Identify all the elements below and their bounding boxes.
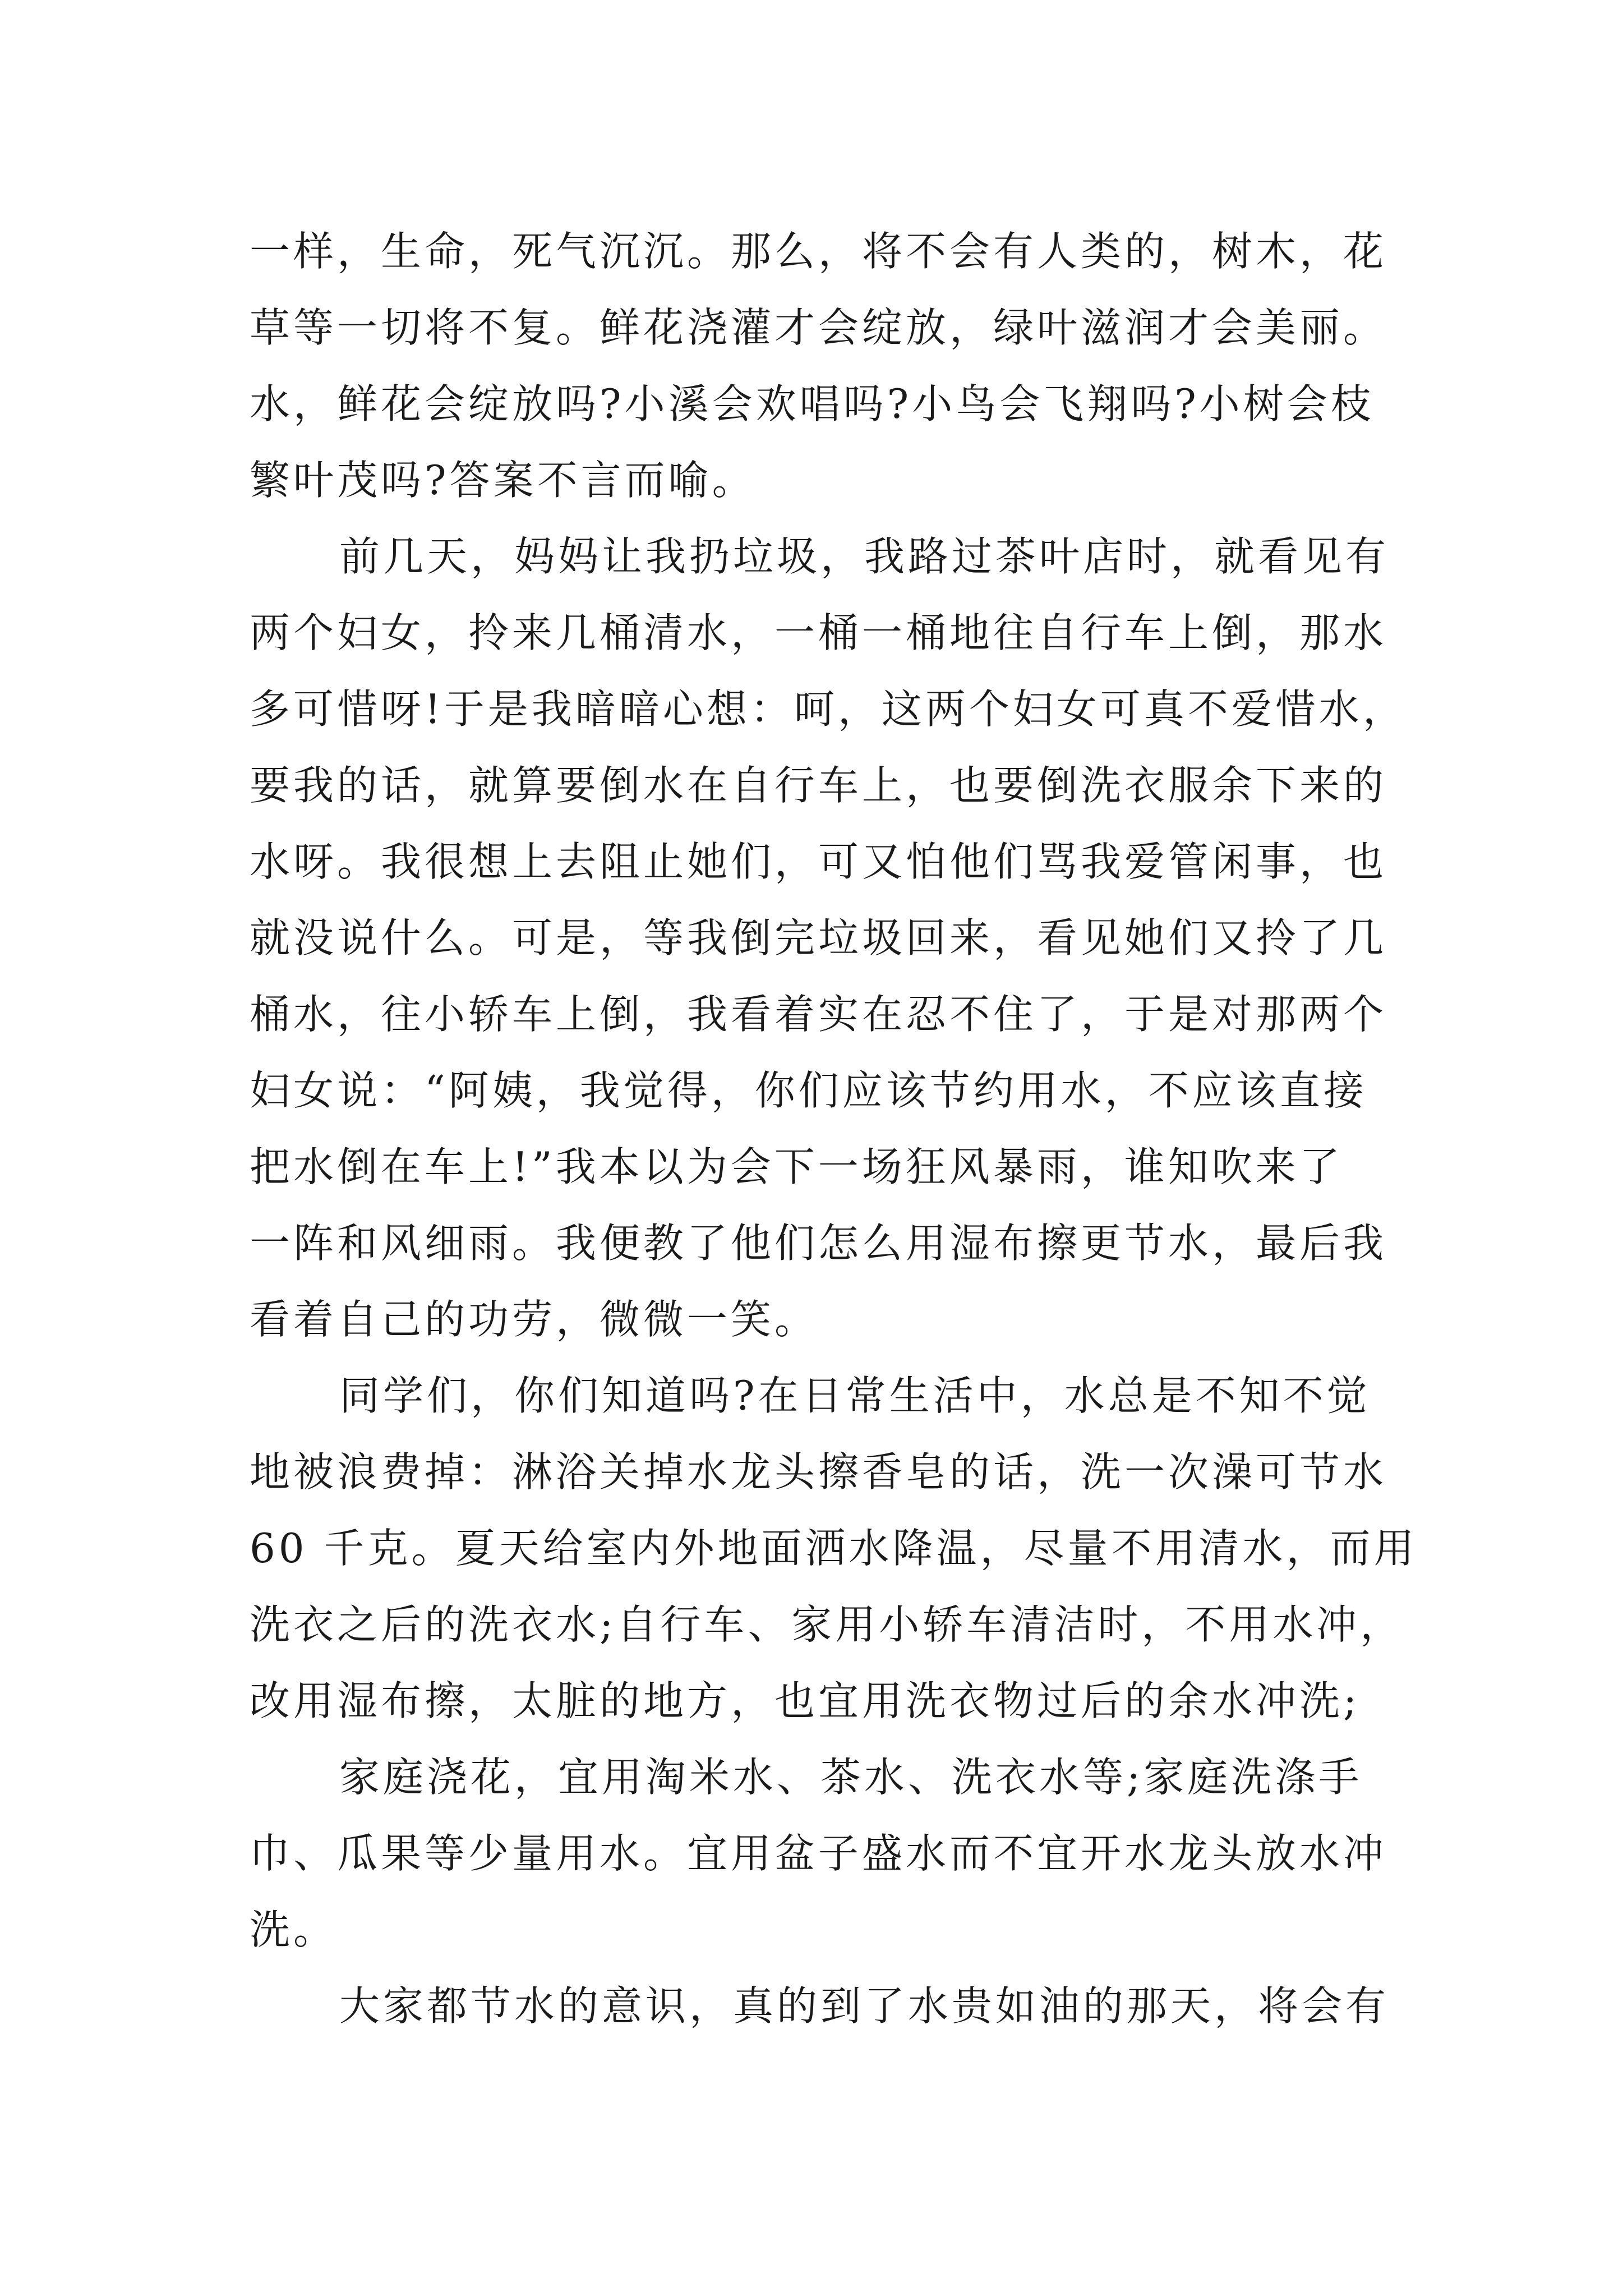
text-line: 水呀。我很想上去阻止她们，可又怕他们骂我爱管闲事，也 [250, 838, 1387, 885]
paragraph-first-line: 家庭浇花，宜用淘米水、茶水、洗衣水等;家庭洗涤手 [339, 1754, 1363, 1801]
paragraph-first-line: 前几天，妈妈让我扔垃圾，我路过茶叶店时，就看见有 [339, 533, 1390, 580]
text-line: 洗。 [250, 1906, 338, 1953]
text-line: 60 千克。夏天给室内外地面洒水降温，尽量不用清水，而用 [250, 1525, 1418, 1572]
text-line: 看着自己的功劳，微微一笑。 [250, 1296, 819, 1343]
text-line: 桶水，往小轿车上倒，我看着实在忍不住了，于是对那两个 [250, 991, 1387, 1038]
text-line: 多可惜呀!于是我暗暗心想：呵，这两个妇女可真不爱惜水， [250, 685, 1407, 733]
text-line: 繁叶茂吗?答案不言而喻。 [250, 457, 756, 504]
text-line: 一样，生命，死气沉沉。那么，将不会有人类的，树木，花 [250, 228, 1387, 275]
paragraph-first-line: 同学们，你们知道吗?在日常生活中，水总是不知不觉 [339, 1372, 1371, 1419]
text-line: 就没说什么。可是，等我倒完垃圾回来，看见她们又拎了几 [250, 914, 1387, 961]
text-line: 要我的话，就算要倒水在自行车上，也要倒洗衣服余下来的 [250, 762, 1387, 809]
text-line: 一阵和风细雨。我便教了他们怎么用湿布擦更节水，最后我 [250, 1220, 1387, 1267]
text-line: 改用湿布擦，太脏的地方，也宜用洗衣物过后的余水冲洗; [250, 1677, 1361, 1724]
text-line: 水，鲜花会绽放吗?小溪会欢唱吗?小鸟会飞翔吗?小树会枝 [250, 380, 1375, 427]
text-line: 妇女说：“阿姨，我觉得，你们应该节约用水，不应该直接 [250, 1067, 1367, 1114]
text-line: 地被浪费掉：淋浴关掉水龙头擦香皂的话，洗一次澡可节水 [250, 1448, 1387, 1496]
text-line: 两个妇女，拎来几桶清水，一桶一桶地往自行车上倒，那水 [250, 609, 1387, 656]
text-line: 洗衣之后的洗衣水;自行车、家用小轿车清洁时，不用水冲， [250, 1601, 1404, 1648]
text-line: 草等一切将不复。鲜花浇灌才会绽放，绿叶滋润才会美丽。 [250, 304, 1387, 351]
text-line: 巾、瓜果等少量用水。宜用盆子盛水而不宜开水龙头放水冲 [250, 1830, 1387, 1877]
document-body [250, 213, 1418, 2044]
paragraph-first-line: 大家都节水的意识，真的到了水贵如油的那天，将会有 [339, 1982, 1390, 2030]
text-line: 把水倒在车上!”我本以为会下一场狂风暴雨，谁知吹来了 [250, 1143, 1343, 1190]
